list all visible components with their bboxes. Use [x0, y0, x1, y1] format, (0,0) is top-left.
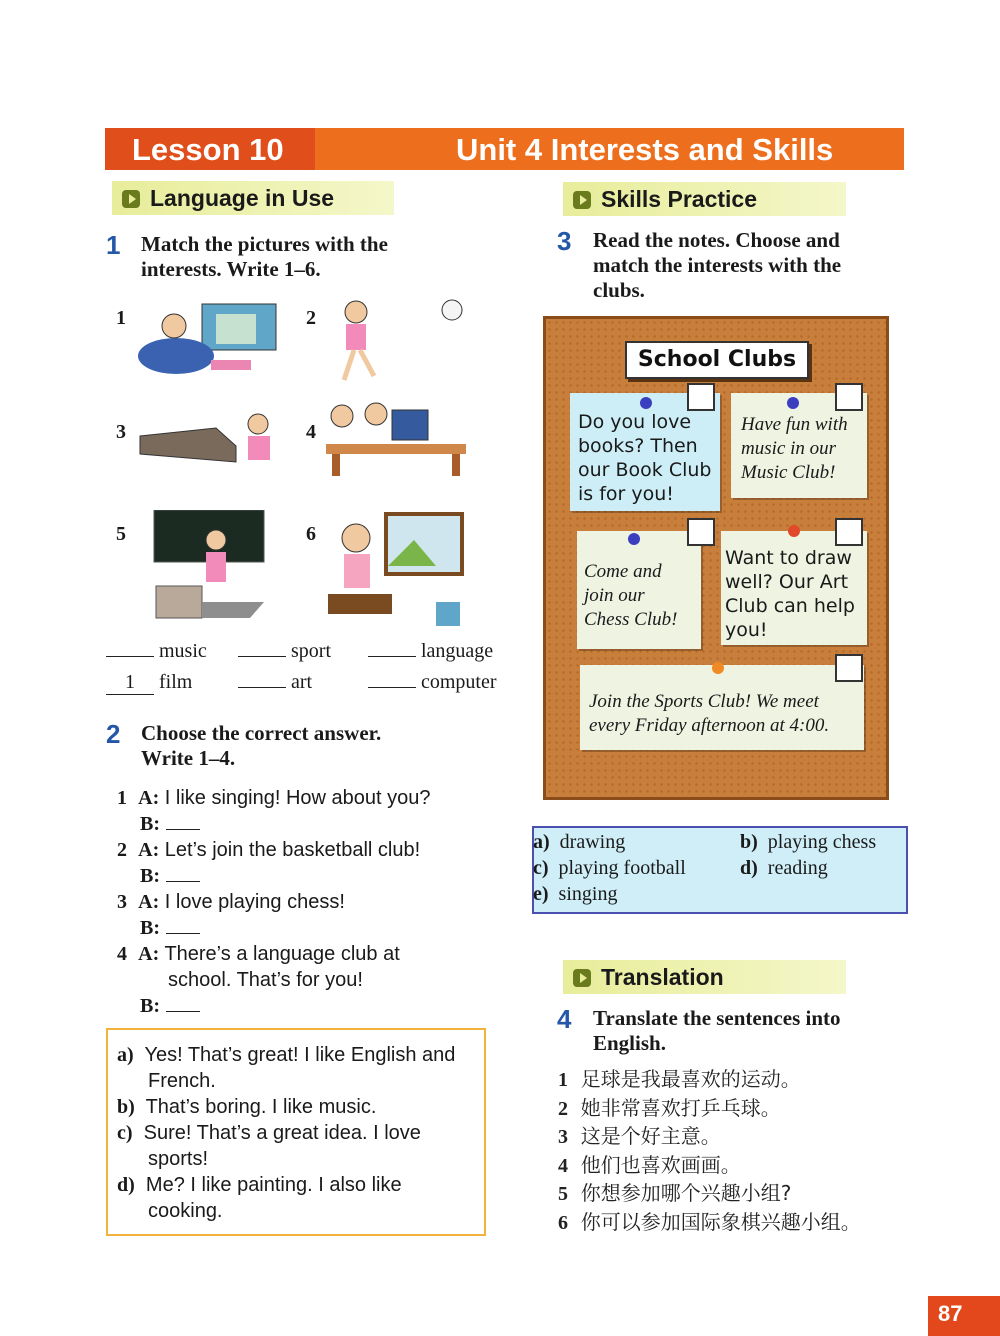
match-label: sport: [291, 640, 331, 662]
answer-blank[interactable]: [238, 687, 286, 688]
interest-option: e) singing: [533, 883, 618, 905]
exercise-number: 1: [106, 230, 121, 260]
dialogue-reply: B:: [117, 863, 497, 889]
instruction-line: Write 1–4.: [141, 746, 236, 770]
picture-number: 3: [116, 421, 126, 443]
board-title: School Clubs: [625, 341, 809, 379]
match-item: [368, 671, 497, 694]
sport-illustration: [330, 296, 470, 384]
answer-box[interactable]: [835, 654, 863, 682]
note-text: Come and join our Chess Club!: [584, 561, 678, 630]
exercise-number: 3: [557, 226, 572, 256]
instruction-line: interests. Write 1–6.: [141, 257, 321, 281]
match-item: [238, 671, 312, 694]
pin-icon: [712, 662, 724, 674]
match-label: computer: [421, 671, 497, 693]
pin-icon: [640, 397, 652, 409]
answer-blank[interactable]: [166, 829, 200, 830]
unit-title: Unit 4 Interests and Skills: [456, 132, 834, 167]
answer-option: d) Me? I like painting. I also like: [117, 1174, 402, 1196]
music-illustration: [136, 406, 281, 480]
answer-box[interactable]: [835, 518, 863, 546]
dialogue-reply: B:: [117, 993, 497, 1019]
section-language-in-use: [112, 181, 394, 215]
answer-blank[interactable]: [368, 687, 416, 688]
match-item: [368, 640, 493, 663]
translation-item: 2 她非常喜欢打乒乓球。: [558, 1095, 781, 1120]
match-label: music: [159, 640, 207, 662]
instruction-line: Translate the sentences into: [593, 1006, 841, 1030]
pin-icon: [787, 397, 799, 409]
answer-option: a) Yes! That’s great! I like English and: [117, 1044, 456, 1066]
play-bullet-icon: [122, 190, 140, 208]
answer-blank[interactable]: [166, 881, 200, 882]
dialogue-item: 3 A: I love playing chess!: [117, 891, 345, 913]
answer-blank[interactable]: [166, 1011, 200, 1012]
match-item: [238, 640, 331, 663]
translation-item: 5 你想参加哪个兴趣小组?: [558, 1181, 792, 1205]
picture-number: 4: [306, 421, 316, 443]
translation-list: [558, 1066, 861, 1237]
section-translation: [563, 960, 846, 994]
answer-option-cont: cooking.: [148, 1200, 223, 1222]
match-item: [106, 671, 192, 695]
dialogue-list: [117, 785, 497, 1019]
answer-option-cont: sports!: [148, 1148, 209, 1170]
match-label: art: [291, 671, 313, 693]
interest-option: b) playing chess: [740, 831, 877, 853]
section-label: Skills Practice: [601, 186, 757, 212]
play-bullet-icon: [573, 191, 591, 209]
translation-item: 3 这是个好主意。: [558, 1124, 721, 1148]
answer-box[interactable]: [835, 383, 863, 411]
interest-option: d) reading: [740, 857, 828, 879]
page-number: 87: [938, 1301, 963, 1326]
exercise-number: 2: [106, 719, 121, 749]
exercise-instruction: [141, 721, 381, 771]
picture-number: 6: [306, 523, 316, 545]
answer-blank[interactable]: [238, 656, 286, 657]
answer-blank[interactable]: [106, 656, 154, 657]
play-bullet-icon: [573, 969, 591, 987]
dialogue-item: 2 A: Let’s join the basketball club!: [117, 839, 421, 861]
match-label: language: [421, 640, 494, 662]
dialogue-item: 1 A: I like singing! How about you?: [117, 787, 431, 809]
answer-blank[interactable]: [166, 933, 200, 934]
note-text: Want to draw well? Our Art Club can help you!: [725, 547, 855, 641]
answer-blank[interactable]: 1: [106, 671, 154, 695]
answer-option: b) That’s boring. I like music.: [117, 1096, 377, 1118]
answer-option: c) Sure! That’s a great idea. I love: [117, 1122, 421, 1144]
note-text: Have fun with music in our Music Club!: [741, 414, 848, 483]
answer-option-cont: French.: [148, 1070, 216, 1092]
note-text: Join the Sports Club! We meet every Friday afternoon at 4:00.: [589, 691, 830, 736]
picture-number: 1: [116, 307, 126, 329]
interest-option: a) drawing: [533, 831, 626, 853]
answer-box[interactable]: [687, 383, 715, 411]
computer-illustration: [326, 400, 468, 478]
exercise-instruction: [593, 228, 841, 303]
pin-icon: [628, 533, 640, 545]
dialogue-reply: B:: [117, 811, 497, 837]
instruction-line: Match the pictures with the: [141, 232, 388, 256]
instruction-line: Choose the correct answer.: [141, 721, 382, 745]
language-illustration: [150, 510, 268, 622]
section-skills-practice: [563, 182, 846, 216]
answer-blank[interactable]: [368, 656, 416, 657]
exercise-number: 4: [557, 1004, 572, 1034]
exercise-instruction: [593, 1006, 841, 1056]
instruction-line: English.: [593, 1031, 666, 1055]
interest-option: c) playing football: [533, 857, 686, 879]
dialogue-continuation: school. That’s for you!: [168, 969, 363, 991]
pin-icon: [788, 525, 800, 537]
translation-item: 4 他们也喜欢画画。: [558, 1152, 741, 1177]
translation-item: 6 你可以参加国际象棋兴趣小组。: [558, 1209, 861, 1234]
lesson-title: Lesson 10: [132, 132, 284, 167]
match-label: film: [159, 671, 193, 693]
answer-box[interactable]: [687, 518, 715, 546]
answer-options: [117, 1042, 479, 1224]
translation-item: 1 足球是我最喜欢的运动。: [558, 1067, 801, 1091]
note-text: Do you love books? Then our Book Club is for you!: [578, 411, 712, 505]
section-label: Translation: [601, 964, 724, 990]
instruction-line: clubs.: [593, 278, 645, 302]
picture-number: 2: [306, 307, 316, 329]
picture-number: 5: [116, 523, 126, 545]
exercise-instruction: [141, 232, 388, 282]
film-illustration: [136, 296, 281, 376]
match-item: [106, 640, 207, 663]
art-illustration: [326, 510, 468, 630]
dialogue-reply: B:: [117, 915, 497, 941]
dialogue-item: 4 A: There’s a language club at: [117, 943, 400, 965]
section-label: Language in Use: [150, 185, 335, 211]
instruction-line: match the interests with the: [593, 253, 842, 277]
instruction-line: Read the notes. Choose and: [593, 228, 840, 252]
